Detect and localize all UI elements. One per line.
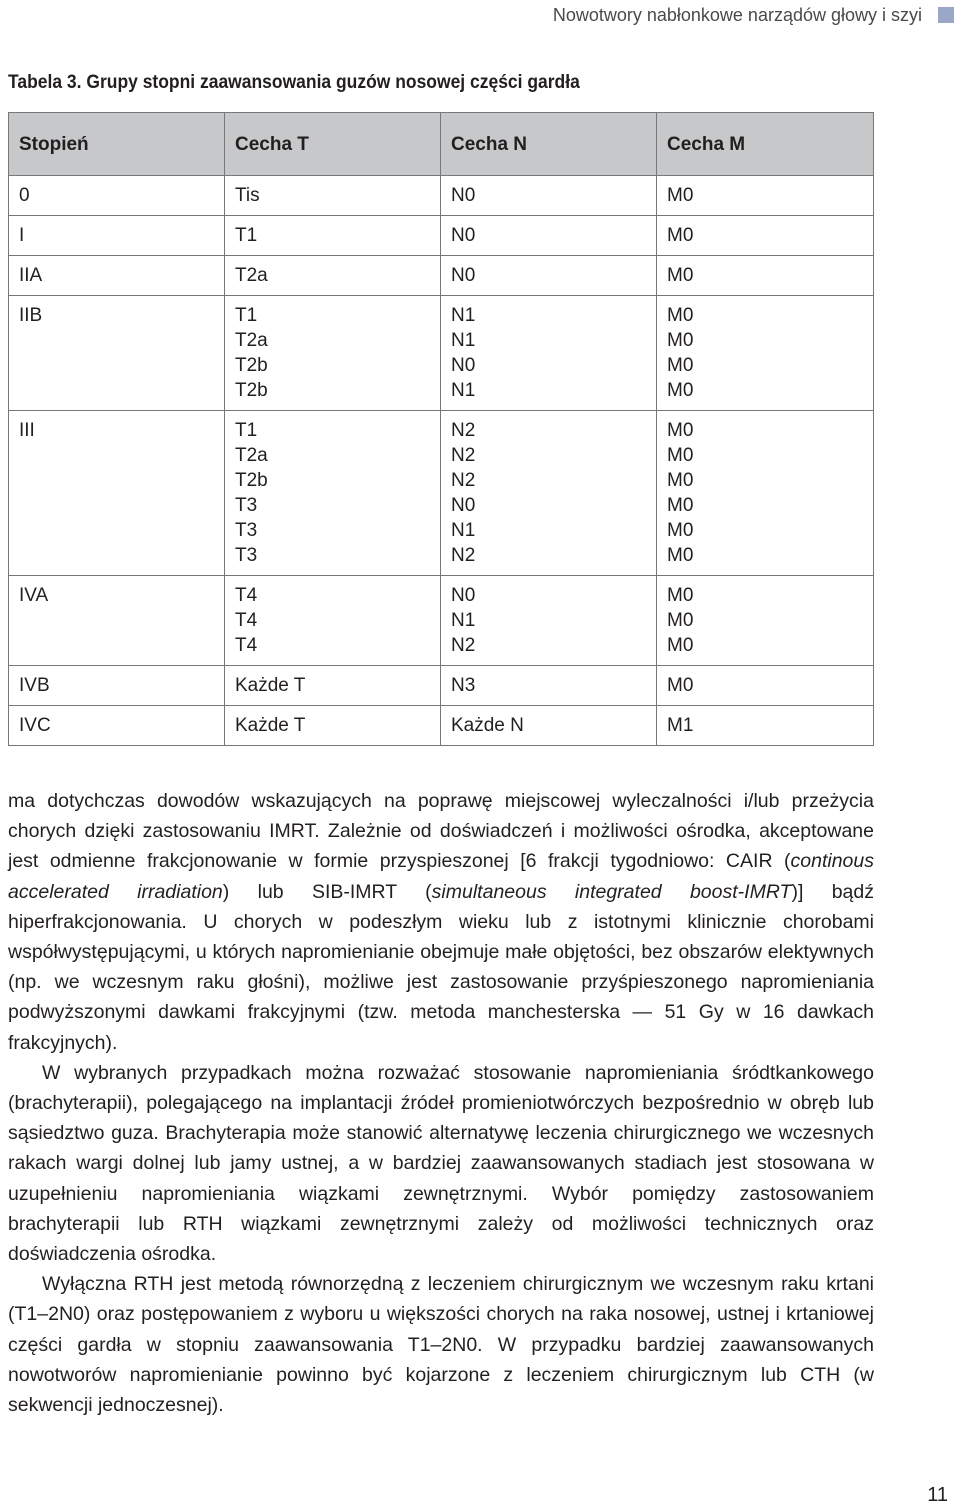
cell-n: [441, 296, 657, 411]
cell-line: T2a: [235, 330, 268, 351]
cell-line: T3: [235, 520, 258, 541]
cell-line: T2a: [235, 445, 268, 466]
page-number: 11: [927, 1484, 948, 1506]
cell-line: M0: [667, 520, 694, 541]
column-header-stage: Stopień: [9, 113, 225, 176]
paragraph-1-italic-2: simultaneous integrated boost-IMRT: [431, 880, 792, 903]
cell-line: M0: [667, 380, 694, 401]
cell-line: M0: [667, 305, 694, 326]
cell-line: M1: [667, 715, 694, 736]
cell-n: [441, 706, 657, 746]
cell-line: IIB: [19, 305, 43, 326]
cell-line: M0: [667, 675, 694, 696]
staging-table: [8, 112, 874, 746]
cell-line: N1: [451, 305, 476, 326]
cell-t: [225, 576, 441, 666]
cell-line: M0: [667, 585, 694, 606]
column-header-t: Cecha T: [225, 113, 441, 176]
cell-line: T4: [235, 585, 258, 606]
paragraph-1: [8, 786, 874, 1058]
cell-stage: [9, 296, 225, 411]
cell-line: T1: [235, 420, 258, 441]
cell-n: [441, 576, 657, 666]
cell-line: I: [19, 225, 25, 246]
cell-line: Każde T: [235, 715, 306, 736]
cell-m: [657, 256, 874, 296]
table-row: [9, 411, 874, 576]
cell-line: T2b: [235, 380, 268, 401]
cell-line: T3: [235, 495, 258, 516]
cell-line: III: [19, 420, 35, 441]
cell-t: [225, 706, 441, 746]
table-row: [9, 256, 874, 296]
cell-line: T3: [235, 545, 258, 566]
cell-m: [657, 706, 874, 746]
cell-line: T4: [235, 635, 258, 656]
cell-t: [225, 411, 441, 576]
cell-t: [225, 176, 441, 216]
cell-line: M0: [667, 445, 694, 466]
cell-line: N0: [451, 185, 476, 206]
cell-line: N1: [451, 610, 476, 631]
column-header-n: Cecha N: [441, 113, 657, 176]
cell-line: N3: [451, 675, 476, 696]
table-row: [9, 216, 874, 256]
table-row: [9, 666, 874, 706]
header-square-marker: [938, 7, 954, 23]
cell-line: T1: [235, 225, 258, 246]
cell-n: [441, 256, 657, 296]
cell-m: [657, 576, 874, 666]
paragraph-1-part-a: ma dotychczas dowodów wskazujących na poprawę miejscowej wyleczalności i/lub przeżycia chorych dzięki zastosowaniu IMRT. Zależnie od doświadczeń i możliwości ośrodka, akceptowane jest odmienne frakcjonowanie w formie przyspieszonej [6 frakcji tygodniowo: CAIR (: [8, 790, 874, 873]
cell-m: [657, 216, 874, 256]
cell-line: M0: [667, 185, 694, 206]
cell-line: M0: [667, 545, 694, 566]
cell-m: [657, 176, 874, 216]
cell-line: N0: [451, 585, 476, 606]
cell-line: IVB: [19, 675, 50, 696]
cell-stage: [9, 216, 225, 256]
cell-t: [225, 296, 441, 411]
cell-t: [225, 216, 441, 256]
paragraph-2: W wybranych przypadkach można rozważać stosowanie napromieniania śródtkankowego (brachyterapii), polegającego na implantacji źródeł promieniotwórczych bezpośrednio w obręb lub sąsiedztwo guza. Brachyterapia może stanowić alternatywę leczenia chirurgicznego we wczesnych rakach wargi dolnej lub jamy ustnej, a w bardziej zaawansowanych stadiach jest stosowana w uzupełnieniu napromieniania wiązkami zewnętrznymi. Wybór pomiędzy zastosowaniem brachyterapii lub RTH wiązkami zewnętrznymi zależy od możliwości technicznych oraz doświadczenia ośrodka.: [8, 1061, 874, 1266]
cell-line: M0: [667, 225, 694, 246]
paragraph-3: Wyłączna RTH jest metodą równorzędną z leczeniem chirurgicznym we wczesnym raku krtani (T1–2N0) oraz postępowaniem z wyboru u większości chorych na raka nosowej, ustnej i krtaniowej części gardła w stopniu zaawansowania T1–2N0. W przypadku bardziej zaawansowanych nowotworów napromienianie powinno być kojarzone z leczeniem chirurgicznym lub CTH (w sekwencji jednoczesnej).: [8, 1273, 874, 1417]
cell-line: N0: [451, 495, 476, 516]
cell-line: N0: [451, 265, 476, 286]
cell-line: IIA: [19, 265, 43, 286]
table-row: [9, 176, 874, 216]
cell-stage: [9, 576, 225, 666]
cell-line: M0: [667, 420, 694, 441]
cell-line: IVA: [19, 585, 49, 606]
cell-line: Każde N: [451, 715, 524, 736]
cell-n: [441, 411, 657, 576]
cell-line: M0: [667, 635, 694, 656]
cell-line: N0: [451, 355, 476, 376]
cell-line: M0: [667, 495, 694, 516]
cell-line: N2: [451, 470, 476, 491]
cell-line: T1: [235, 305, 258, 326]
cell-n: [441, 666, 657, 706]
cell-line: N2: [451, 635, 476, 656]
cell-line: T2b: [235, 470, 268, 491]
cell-line: T2a: [235, 265, 268, 286]
cell-line: Tis: [235, 185, 260, 206]
cell-m: [657, 666, 874, 706]
table-row: [9, 296, 874, 411]
cell-stage: [9, 411, 225, 576]
table-header-row: [9, 113, 874, 176]
cell-stage: [9, 256, 225, 296]
cell-line: N2: [451, 445, 476, 466]
cell-line: M0: [667, 330, 694, 351]
cell-line: M0: [667, 355, 694, 376]
cell-m: [657, 296, 874, 411]
cell-line: N2: [451, 420, 476, 441]
paragraph-1-part-c: )] bądź hiperfrakcjonowania. U chorych w podeszłym wieku lub z istotnymi klinicznie chorobami współwystępującymi, u których napromienianie obejmuje małe objętości, bez obszarów elektywnych (np. we wczesnym raku głośni), możliwe jest zastosowanie przyśpieszonego napromieniania podwyższonymi dawkami frakcyjnymi (tzw. metoda manchesterska — 51 Gy w 16 dawkach frakcyjnych).: [8, 880, 874, 1054]
cell-line: T2b: [235, 355, 268, 376]
cell-t: [225, 666, 441, 706]
table-row: [9, 706, 874, 746]
table-body: [9, 176, 874, 746]
cell-line: N1: [451, 520, 476, 541]
cell-m: [657, 411, 874, 576]
running-header: [553, 3, 954, 27]
cell-stage: [9, 666, 225, 706]
cell-stage: [9, 706, 225, 746]
cell-n: [441, 176, 657, 216]
cell-n: [441, 216, 657, 256]
cell-line: N2: [451, 545, 476, 566]
cell-line: Każde T: [235, 675, 306, 696]
table-title: Tabela 3. Grupy stopni zaawansowania guzów nosowej części gardła: [8, 72, 580, 93]
body-text: [8, 786, 874, 1420]
table-row: [9, 576, 874, 666]
cell-line: M0: [667, 610, 694, 631]
cell-t: [225, 256, 441, 296]
cell-line: 0: [19, 185, 30, 206]
running-title: Nowotwory nabłonkowe narządów głowy i szyi: [552, 4, 922, 25]
cell-line: N0: [451, 225, 476, 246]
cell-line: M0: [667, 470, 694, 491]
cell-line: N1: [451, 330, 476, 351]
cell-line: IVC: [19, 715, 51, 736]
cell-line: T4: [235, 610, 258, 631]
cell-line: N1: [451, 380, 476, 401]
cell-line: M0: [667, 265, 694, 286]
cell-stage: [9, 176, 225, 216]
paragraph-1-part-b: ) lub SIB-IMRT (: [222, 880, 432, 903]
paragraph-1-italic-1: continous accelerated irradiation: [8, 850, 874, 903]
column-header-m: Cecha M: [657, 113, 874, 176]
